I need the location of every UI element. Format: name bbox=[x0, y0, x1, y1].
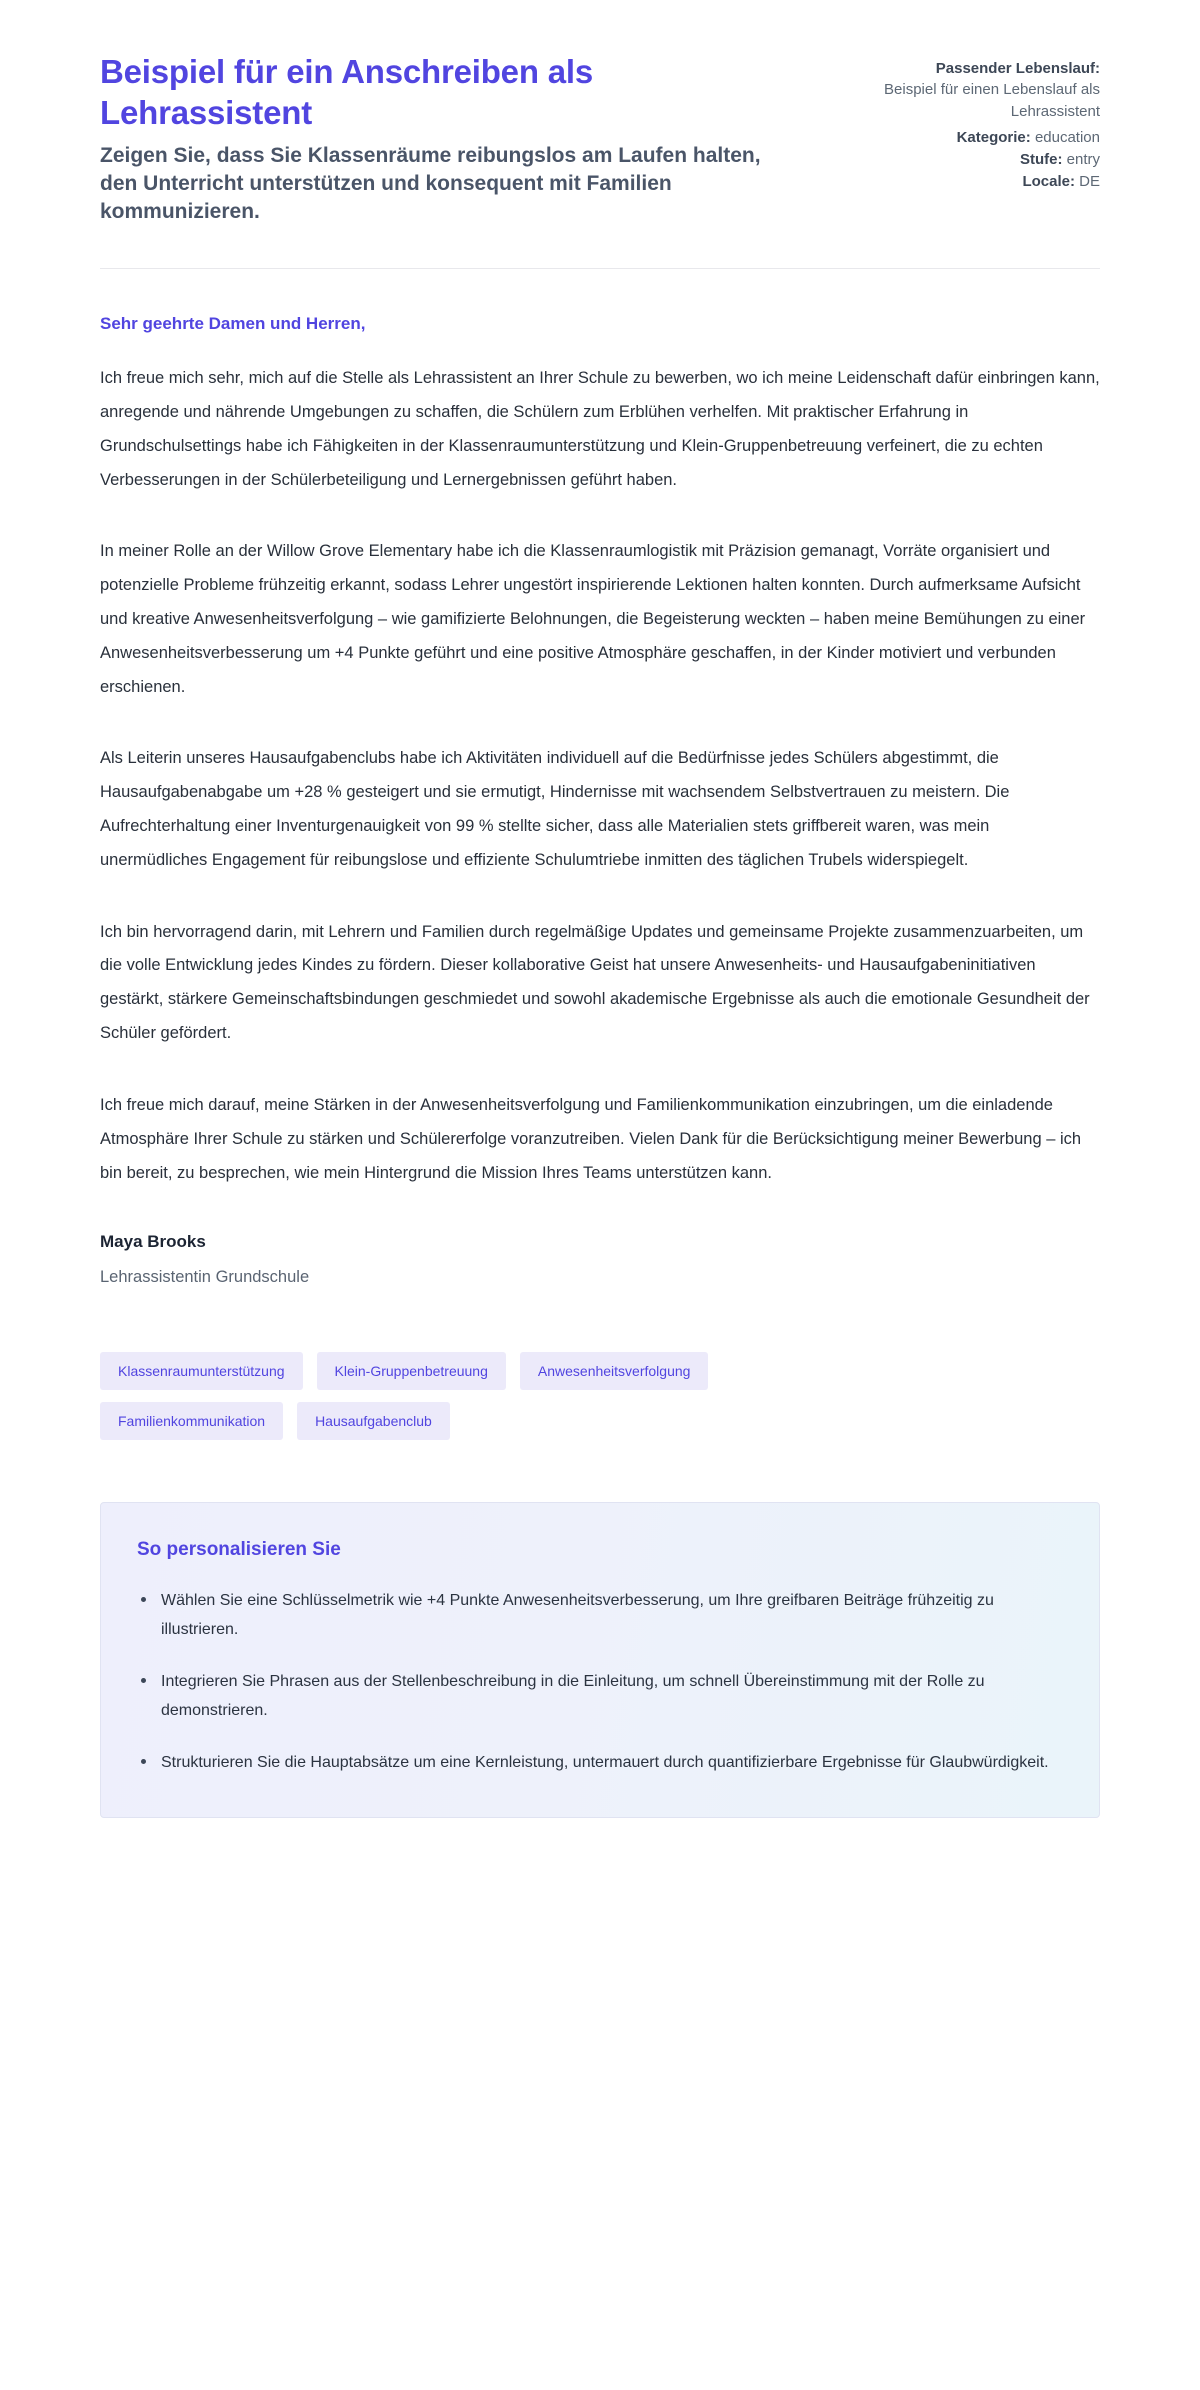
metadata-locale bbox=[855, 171, 1100, 192]
bullet-icon bbox=[141, 1678, 146, 1683]
skill-tag[interactable]: Familienkommunikation bbox=[100, 1402, 283, 1440]
skill-tag[interactable]: Hausaufgabenclub bbox=[297, 1402, 450, 1440]
metadata-category-value: education bbox=[1034, 128, 1100, 146]
callout-list-item-text: Wählen Sie eine Schlüsselmetrik wie +4 Punkte Anwesenheitsverbesserung, um Ihre greifbaren Beiträge frühzeitig zu illustrieren. bbox=[161, 1591, 994, 1639]
letter-paragraph: Ich freue mich sehr, mich auf die Stelle als Lehrassistent an Ihrer Schule zu bewerben, wo ich meine Leidenschaft dafür einbringen kann, anregende und nährende Umgebungen zu schaffen, die Schülern zum Erblühen verhelfen. Mit praktischer Erfahrung in Grundschulsettings habe ich Fähigkeiten in der Klassenraumunterstützung und Klein-Gruppenbetreuung verfeinert, die zu echten Verbesserungen in der Schülerbeteiligung und Lernergebnissen geführt haben. bbox=[100, 369, 1100, 489]
skill-tag[interactable]: Anwesenheitsverfolgung bbox=[520, 1352, 709, 1390]
metadata-matching-resume-value: Beispiel für einen Lebenslauf als Lehrassistent bbox=[884, 81, 1100, 120]
letter-salutation: Sehr geehrte Damen und Herren, bbox=[100, 313, 366, 333]
metadata-level bbox=[855, 149, 1100, 170]
callout-list-item bbox=[137, 1667, 1061, 1726]
skill-tag[interactable]: Klassenraumunterstützung bbox=[100, 1352, 303, 1390]
skill-tag-list bbox=[100, 1352, 900, 1440]
page-header bbox=[100, 52, 1100, 226]
letter-paragraph: In meiner Rolle an der Willow Grove Elementary habe ich die Klassenraumlogistik mit Präzision gemanagt, Vorräte organisiert und potenzielle Probleme frühzeitig erkannt, sodass Lehrer ungestört inspirierende Lektionen halten konnten. Durch aufmerksame Aufsicht und kreative Anwesenheitsverfolgung – wie gamifizierte Belohnungen, die Begeisterung weckten – haben meine Bemühungen zu einer Anwesenheitsverbesserung um +4 Punkte geführt und eine positive Atmosphäre geschaffen, in der Kinder motiviert und verbunden erschienen. bbox=[100, 542, 1086, 696]
metadata-locale-label: Locale: bbox=[1022, 173, 1075, 191]
personalization-callout bbox=[100, 1502, 1100, 1819]
header-text-block bbox=[100, 52, 800, 226]
metadata-level-label: Stufe: bbox=[1019, 151, 1063, 169]
metadata-category bbox=[855, 127, 1100, 148]
page-title: Beispiel für ein Anschreiben als Lehrassistent bbox=[100, 53, 594, 131]
page-subtitle: Zeigen Sie, dass Sie Klassenräume reibungslos am Laufen halten, den Unterricht unterstützen und konsequent mit Familien kommunizieren. bbox=[100, 143, 761, 223]
letter-paragraph: Als Leiterin unseres Hausaufgabenclubs habe ich Aktivitäten individuell auf die Bedürfnisse jedes Schülers abgestimmt, die Hausaufgabenabgabe um +28 % gesteigert und sie ermutigt, Hindernisse mit wachsendem Selbstvertrauen zu meistern. Die Aufrechterhaltung einer Inventurgenauigkeit von 99 % stellte sicher, dass alle Materialien stets griffbereit waren, was mein unermüdliches Engagement für reibungslose und effiziente Schulumtriebe inmitten des täglichen Trubels widerspiegelt. bbox=[100, 749, 1010, 869]
callout-list-item-text: Strukturieren Sie die Hauptabsätze um eine Kernleistung, untermauert durch quantifizierbare Ergebnisse für Glaubwürdigkeit. bbox=[161, 1753, 1049, 1771]
callout-list-item bbox=[137, 1748, 1061, 1778]
metadata-matching-resume-label: Passender Lebenslauf: bbox=[935, 60, 1100, 77]
letter-paragraph: Ich bin hervorragend darin, mit Lehrern und Familien durch regelmäßige Updates und gemeinsame Projekte zusammenzuarbeiten, um die volle Entwicklung jedes Kindes zu fördern. Dieser kollaborative Geist hat unsere Anwesenheits- und Hausaufgabeninitiativen gestärkt, stärkere Gemeinschaftsbindungen geschmiedet und sowohl akademische Ergebnisse als auch die emotionale Gesundheit der Schüler gefördert. bbox=[100, 922, 1090, 1043]
signature-name: Maya Brooks bbox=[100, 1232, 206, 1252]
signature-role: Lehrassistentin Grundschule bbox=[100, 1267, 310, 1286]
bullet-icon bbox=[141, 1759, 146, 1764]
metadata-category-label: Kategorie: bbox=[956, 128, 1031, 146]
bullet-icon bbox=[141, 1597, 146, 1602]
metadata-panel bbox=[855, 52, 1100, 194]
metadata-level-value: entry bbox=[1066, 151, 1100, 169]
letter-body bbox=[100, 269, 1100, 1290]
callout-list-item-text: Integrieren Sie Phrasen aus der Stellenbeschreibung in die Einleitung, um schnell Übereinstimmung mit der Rolle zu demonstrieren. bbox=[161, 1672, 985, 1720]
skill-tag[interactable]: Klein-Gruppenbetreuung bbox=[317, 1352, 506, 1390]
callout-list-item bbox=[137, 1586, 1061, 1645]
metadata-matching-resume bbox=[855, 58, 1100, 122]
callout-list bbox=[137, 1586, 1063, 1778]
signature-block bbox=[100, 1228, 1100, 1290]
metadata-locale-value: DE bbox=[1079, 173, 1100, 191]
letter-paragraph: Ich freue mich darauf, meine Stärken in der Anwesenheitsverfolgung und Familienkommunikation einzubringen, um die einladende Atmosphäre Ihrer Schule zu stärken und Schülererfolge voranzutreiben. Vielen Dank für die Berücksichtigung meiner Bewerbung – ich bin bereit, zu besprechen, wie mein Hintergrund die Mission Ihres Teams unterstützen kann. bbox=[100, 1095, 1082, 1182]
callout-title: So personalisieren Sie bbox=[137, 1538, 341, 1560]
